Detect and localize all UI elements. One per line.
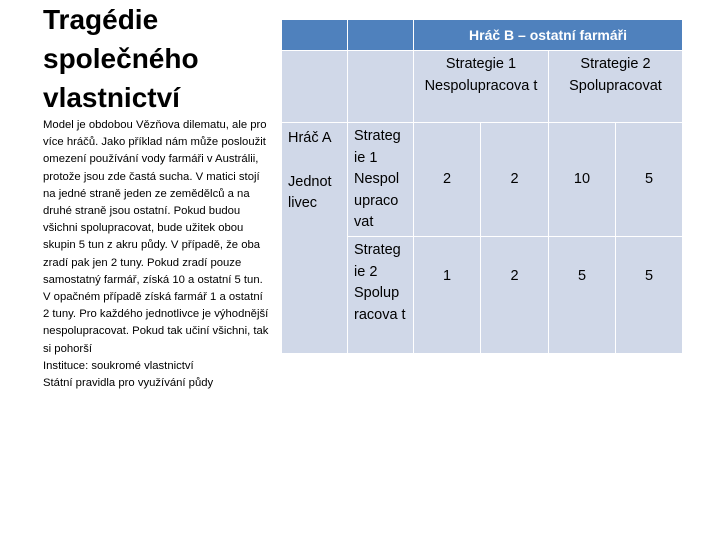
payoff-a1-b2-a: 10 <box>549 123 616 237</box>
payoff-matrix <box>282 20 683 354</box>
strategy-b2-header: Strategie 2 Spolupracovat <box>549 51 683 123</box>
payoff-a2-b2-a: 5 <box>549 237 616 354</box>
strategy-b1-header: Strategie 1 Nespolupracova t <box>414 51 549 123</box>
payoff-a2-b2-b: 5 <box>616 237 683 354</box>
body-institutions: Instituce: soukromé vlastnictví <box>43 359 194 372</box>
payoff-a1-b1-b: 2 <box>481 123 549 237</box>
strategy-a2-label: Strateg ie 2 Spolup racova t <box>348 237 414 354</box>
corner-header-1 <box>282 20 348 51</box>
payoff-a1-b1-a: 2 <box>414 123 481 237</box>
body-rules: Státní pravidla pro využívání půdy <box>43 377 214 390</box>
payoff-a2-b1-b: 2 <box>481 237 549 354</box>
corner-cell-1 <box>282 51 348 123</box>
payoff-a2-b1-a: 1 <box>414 237 481 354</box>
player-a-label: Hráč A <box>288 130 332 146</box>
player-a-cell <box>282 123 348 354</box>
slide-body <box>43 117 269 392</box>
corner-header-2 <box>348 20 414 51</box>
player-b-header: Hráč B – ostatní farmáři <box>414 20 683 51</box>
strategy-a1-label: Strateg ie 1 Nespol upraco vat <box>348 123 414 237</box>
payoff-a1-b2-b: 5 <box>616 123 683 237</box>
slide-title: Tragédie společného vlastnictví <box>43 4 199 113</box>
body-paragraph: Model je obdobou Vězňova dilematu, ale pro více hráčů. Jako příklad nám může posloužit omezení používání vody farmáři v Austrálii, protože jsou zde častá sucha. V matici stojí na jedné straně jeden ze zemědělců a na druhé straně jsou ostatní. Pokud budou všichni spolupracovat, bude užitek obou skupin 5 tun z akru půdy. V případě, že oba zradí pak jen 2 tuny. Pokud zradí pouze samostatný farmář, získá 10 a ostatní 5 tun. V opačném případě získá farmář 1 a ostatní 2 tuny. Pro každého jednotlivce je výhodnější nespolupracovat. Pokud tak učiní všichni, tak si pohorší <box>43 119 269 355</box>
corner-cell-2 <box>348 51 414 123</box>
player-a-sublabel: Jednot livec <box>288 173 332 211</box>
